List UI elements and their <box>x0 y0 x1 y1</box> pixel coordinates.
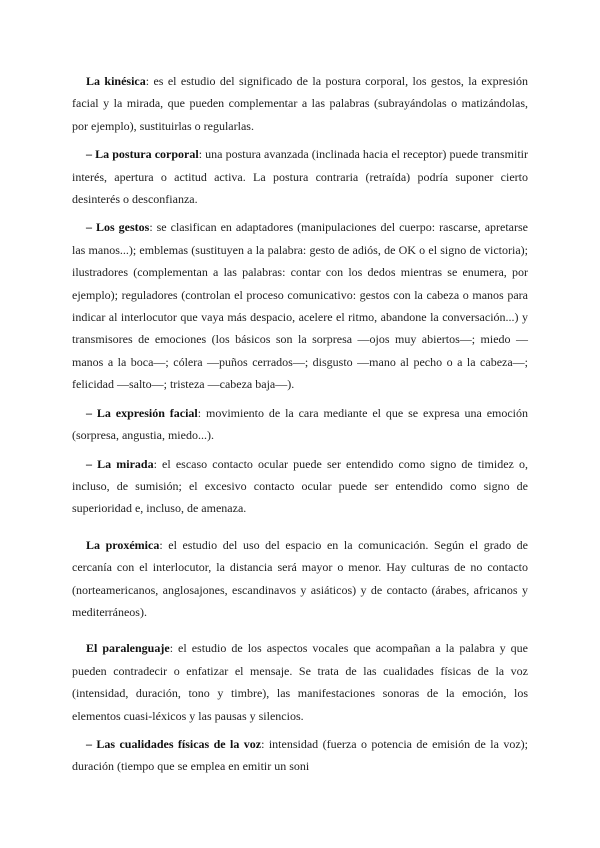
paragraph-postura <box>72 143 528 210</box>
text-proxemica: : el estudio del uso del espacio en la comunicación. Según el grado de cercanía con el interlocutor, la distancia será mayor o menor. Hay culturas de no contacto (norteamericanos, anglosajones, escandinavos y asiáticos) y de contacto (árabes, africanos y mediterráneos). <box>72 537 528 619</box>
text-cualidades: : intensidad (fuerza o potencia de emisión de la voz); duración (tiempo que se emplea en emitir un soni <box>72 736 528 774</box>
paragraph-expresion <box>72 402 528 447</box>
term-proxemica: La proxémica <box>86 537 160 552</box>
text-mirada: : el escaso contacto ocular puede ser entendido como signo de timidez o, incluso, de sumisión; el excesivo contacto ocular puede ser entendido como signo de superioridad e, incluso, de amenaza. <box>72 456 528 516</box>
term-kinesica: La kinésica <box>86 74 146 88</box>
text-expresion: : movimiento de la cara mediante el que se expresa una emoción (sorpresa, angustia, miedo...). <box>72 405 529 443</box>
term-postura: – La postura corporal <box>86 147 199 162</box>
paragraph-gestos <box>72 216 528 395</box>
term-paralenguaje: El paralenguaje <box>86 641 170 656</box>
term-cualidades: – Las cualidades físicas de la voz <box>86 736 262 751</box>
paragraph-cualidades <box>72 733 528 778</box>
term-gestos: – Los gestos <box>86 220 150 235</box>
term-expresion: – La expresión facial <box>86 405 198 420</box>
text-postura: : una postura avanzada (inclinada hacia el receptor) puede transmitir interés, apertura o actitud activa. La postura contraria (retraída) podría suponer cierto desinterés o desconfianza. <box>72 147 528 207</box>
paragraph-paralenguaje <box>72 637 528 727</box>
text-kinesica: : es el estudio del significado de la postura corporal, los gestos, la expresión facial y la mirada, que pueden complementar a las palabras (subrayándolas o matizándolas, por ejemplo), sustituirlas o regularlas. <box>72 74 528 133</box>
paragraph-proxemica <box>72 534 528 624</box>
paragraph-kinesica <box>72 70 528 137</box>
term-mirada: – La mirada <box>86 456 154 471</box>
paragraph-mirada <box>72 453 528 520</box>
text-gestos: : se clasifican en adaptadores (manipulaciones del cuerpo: rascarse, apretarse las manos...); emblemas (sustituyen a la palabra: gesto de adiós, de OK o el signo de victoria); ilustradores (complementan a las palabras: contar con los dedos mientras se enumera, por ejemplo); reguladores (controlan el proceso comunicativo: gestos con la cabeza o manos para indicar al interlocutor que vaya más despacio, acelere el ritmo, abandone la conversación...) y transmisores de emociones (los básicos son la sorpresa —ojos muy abiertos—; miedo —manos a la boca—; cólera —puños cerrados—; disgusto —mano al pecho o a la cabeza—; felicidad —salto—; tristeza —cabeza baja—). <box>72 220 528 392</box>
text-paralenguaje: : el estudio de los aspectos vocales que acompañan a la palabra y que pueden contradecir o enfatizar el mensaje. Se trata de las cualidades físicas de la voz (intensidad, duración, tono y timbre), las manifestaciones sonoras de la emoción, los elementos cuasi-léxicos y las pausas y silencios. <box>72 641 528 723</box>
